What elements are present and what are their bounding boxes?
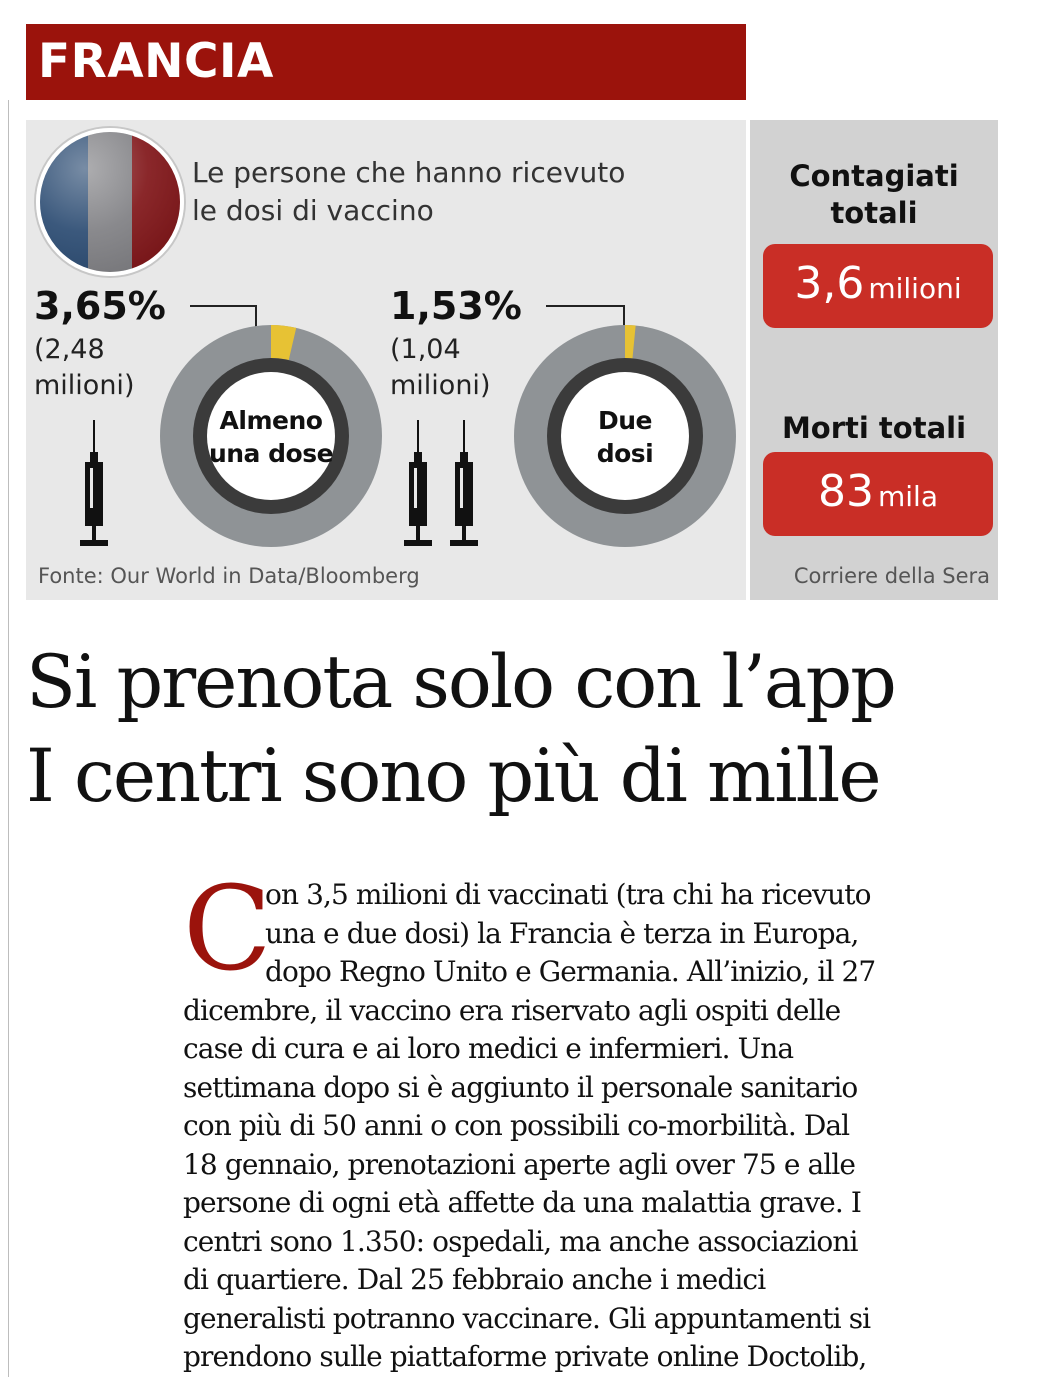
two-doses-absolute-line-1: (1,04 — [390, 334, 461, 365]
infected-unit: milioni — [868, 272, 962, 305]
article-line: dicembre, il vaccino era riservato agli ospiti delle — [183, 993, 841, 1027]
article-line: 18 gennaio, prenotazioni aperte agli over 75 e alle — [183, 1147, 856, 1181]
one-dose-label-line-2: una dose — [208, 439, 334, 468]
infected-value: 3,6 — [794, 258, 865, 309]
article-headline — [26, 636, 1026, 824]
section-title: FRANCIA — [38, 34, 274, 89]
article-line: settimana dopo si è aggiunto il personale sanitario — [183, 1070, 858, 1104]
syringe-icon — [398, 420, 438, 550]
article-text — [183, 862, 1013, 1377]
one-dose-label-line-1: Almeno — [219, 406, 323, 435]
infected-title-line-1: Contagiati — [789, 159, 959, 193]
two-doses-leader-h — [546, 305, 624, 307]
vaccination-infographic — [26, 120, 998, 600]
two-doses-absolute-line-2: milioni) — [390, 370, 491, 401]
headline-line-1: Si prenota solo con l’app — [26, 640, 895, 725]
article-line: on 3,5 milioni di vaccinati (tra chi ha ricevuto — [265, 878, 871, 911]
data-source: Fonte: Our World in Data/Bloomberg — [38, 564, 420, 588]
deaths-value: 83 — [818, 466, 874, 517]
two-doses-leader-v — [623, 305, 625, 327]
section-header — [26, 24, 746, 100]
article-line: generalisti potranno vaccinare. Gli appuntamenti si — [183, 1301, 871, 1335]
infected-title-line-2: totali — [830, 196, 918, 230]
article-line: persone di ogni età affette da una malattia grave. I — [183, 1186, 862, 1219]
infected-value-box — [763, 244, 993, 328]
article-line: dopo Regno Unito e Germania. All’inizio, il 27 — [265, 955, 876, 988]
publisher-credit: Corriere della Sera — [793, 564, 990, 588]
article-line: case di cura e ai loro medici e infermieri. Una — [183, 1032, 794, 1065]
article-line: prendono sulle piattaforme private online Doctolib, — [183, 1340, 867, 1373]
syringe-icon — [74, 420, 114, 550]
one-dose-leader-v — [255, 305, 257, 327]
deaths-unit: mila — [878, 480, 938, 513]
infected-title — [750, 158, 998, 232]
article-line: di quartiere. Dal 25 febbraio anche i medici — [183, 1263, 766, 1296]
one-dose-absolute-line-2: milioni) — [34, 370, 135, 401]
article-line: centri sono 1.350: ospedali, ma anche associazioni — [183, 1224, 858, 1258]
infographic-subtitle — [192, 154, 732, 230]
france-flag-icon — [36, 128, 184, 276]
article-body — [183, 862, 1013, 1377]
syringe-icon — [444, 420, 484, 550]
stats-panel — [750, 120, 998, 600]
deaths-title: Morti totali — [781, 411, 967, 445]
one-dose-absolute-line-1: (2,48 — [34, 334, 105, 365]
page-left-rule — [8, 100, 9, 1377]
two-doses-label-line-1: Due — [597, 406, 652, 435]
one-dose-donut-label — [176, 404, 366, 470]
one-dose-leader-h — [190, 305, 256, 307]
two-doses-label-line-2: dosi — [596, 439, 654, 468]
subtitle-line-2: le dosi di vaccino — [192, 194, 434, 227]
two-doses-donut-label — [530, 404, 720, 470]
article-line: una e due dosi) la Francia è terza in Europa, — [265, 916, 859, 950]
drop-cap: C — [183, 862, 272, 997]
one-dose-percent: 3,65% — [34, 284, 166, 328]
two-doses-percent: 1,53% — [390, 284, 522, 328]
headline-line-2: I centri sono più di mille — [26, 734, 880, 819]
subtitle-line-1: Le persone che hanno ricevuto — [192, 156, 626, 189]
article-line: con più di 50 anni o con possibili co-morbilità. Dal — [183, 1109, 850, 1142]
deaths-value-box — [763, 452, 993, 536]
